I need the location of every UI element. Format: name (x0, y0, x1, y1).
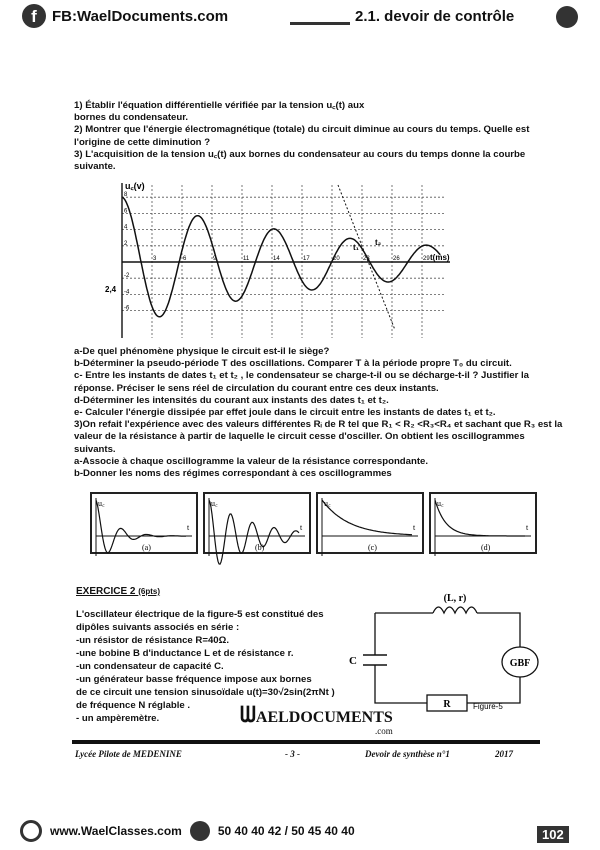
oscillogram-a (90, 492, 198, 554)
x-tick-label: 20 (333, 256, 340, 262)
doc-title: 2.1. devoir de contrôle (355, 8, 515, 25)
text-line: e- Calculer l'énergie dissipée par effet joule dans le circuit entre les instants de dates t₁ et t₂. (74, 407, 496, 419)
x-label: t (526, 523, 529, 532)
text-line: a-Associe à chaque oscillogramme la valeur de la résistance correspondante. (74, 455, 429, 467)
y-label: u꜀ (98, 499, 105, 508)
text-line: c- Entre les instants de dates t₁ et t₂ , le condensateur se charge-t-il ou se décharge-t-il ? Justifier la (74, 370, 529, 382)
text-line: - un ampèremètre. (76, 713, 160, 724)
phone-icon (190, 821, 210, 841)
facebook-link[interactable]: f FB:WaelDocuments.com (22, 4, 228, 28)
text-line: dipôles suivants associés en série : (76, 622, 240, 633)
x-tick-label: 6 (183, 256, 187, 262)
curve (435, 500, 525, 536)
text-line: b-Déterminer la pseudo-période T des oscillations. Comparer T à la période propre T₀ du circuit. (74, 358, 512, 370)
x-tick-label: 9 (213, 256, 217, 262)
text-line: de ce circuit une tension sinusoïdale u(t)=30√2sin(2πNt ) (76, 687, 335, 698)
text-line: 2) Montrer que l'énergie électromagnétique (totale) du circuit diminue au cours du temps. Quelle est (74, 124, 530, 136)
y-tick-label: 6 (124, 208, 128, 215)
svg-text:R: R (443, 699, 451, 710)
exercise-title: EXERCICE 2 (6pts) (76, 586, 161, 597)
text-line: bornes du condensateur. (74, 112, 189, 124)
t2-label: t₂ (375, 238, 382, 247)
book-icon (556, 6, 578, 28)
footer-rule (72, 740, 540, 744)
y-label: u꜀ (437, 499, 444, 508)
svg-text:GBF: GBF (509, 658, 531, 669)
x-label: t (413, 523, 416, 532)
text-line: -une bobine B d'inductance L et de résistance r. (76, 648, 294, 659)
circuit-diagram (349, 585, 531, 711)
text-line: suivants. (74, 443, 116, 455)
oscillograms (90, 492, 537, 554)
y-label: u꜀ (211, 499, 218, 508)
x-tick-label: 17 (303, 256, 310, 262)
text-line: d-Déterminer les intensités du courant aux instants des dates t₁ et t₂. (74, 394, 389, 406)
text-line: L'oscillateur électrique de la figure-5 est constitué des (76, 609, 324, 620)
text-line: 3)On refait l'expérience avec des valeurs différentes Rᵢ de R tel que R₁ < R₂ <R₃<R₄ et sachant que R₃ est la (74, 419, 563, 431)
text-line: -un résistor de résistance R=40Ω. (76, 635, 229, 646)
y-tick-label: 8 (124, 192, 128, 199)
x-tick-label: 26 (393, 256, 400, 262)
bottom-banner: www.WaelClasses.com 50 40 40 42 / 50 45 40 40 (20, 820, 355, 842)
tangent-line (338, 185, 395, 330)
caption: (c) (368, 543, 377, 552)
x-tick-label: 29 (423, 256, 430, 262)
logo: ᗯAELDOCUMENTS .com (240, 702, 393, 736)
side-label: 2,4 (105, 285, 117, 294)
y-axis-label: u꜀(v) (125, 181, 145, 191)
oscillogram-b (203, 492, 311, 554)
svg-text:C: C (349, 655, 357, 667)
questions-block (74, 100, 534, 173)
caption: (a) (142, 543, 151, 552)
y-tick-label: -2 (124, 273, 130, 280)
text-line: de fréquence N réglable . (76, 700, 191, 711)
header-banner (0, 0, 600, 40)
oscillogram-d (429, 492, 537, 554)
decor-line (290, 22, 350, 25)
page-number: 102 (537, 826, 569, 843)
y-label: u꜀ (324, 499, 331, 508)
text-line: b-Donner les noms des régimes correspondant à ces oscillogrammes (74, 468, 392, 480)
x-axis-label: t(ms) (430, 253, 450, 262)
text-line: -un condensateur de capacité C. (76, 661, 224, 672)
curve (96, 500, 186, 553)
text-line: réponse. Préciser le sens réel de circulation du courant entre ces deux instants. (74, 382, 439, 394)
site-link[interactable]: www.WaelClasses.com (50, 824, 182, 838)
uc-graph (105, 180, 455, 340)
x-tick-label: 11 (243, 256, 250, 262)
svg-text:(L, r): (L, r) (443, 593, 467, 604)
x-label: t (300, 523, 303, 532)
caption: (b) (255, 543, 265, 552)
caption: (d) (481, 543, 491, 552)
globe-icon (20, 820, 42, 842)
text-line: 3) L'acquisition de la tension u꜀(t) aux bornes du condensateur au cours du temps donne la courbe (74, 148, 526, 160)
t1-label: t₁ (353, 243, 359, 252)
x-tick-label: 3 (153, 256, 157, 262)
coil-symbol (433, 607, 477, 613)
oscillogram-c (316, 492, 424, 554)
svg-text:Figure-5: Figure-5 (473, 702, 503, 711)
text-line: valeur de la résistance à partir de laquelle le circuit cesse d'osciller. On obtient les oscillogrammes (74, 431, 525, 443)
text-line: l'origine de cette diminution ? (74, 136, 211, 148)
x-tick-label: 14 (273, 256, 280, 262)
x-tick-label: 23 (363, 256, 370, 262)
text-line: -un générateur basse fréquence impose aux bornes (76, 674, 312, 685)
curve (322, 500, 412, 535)
x-label: t (187, 523, 190, 532)
text-line: 1) Établir l'équation différentielle vérifiée par la tension u꜀(t) aux (74, 100, 365, 111)
curve (209, 500, 299, 564)
y-tick-label: 2 (124, 240, 128, 247)
sub-questions-block (74, 346, 563, 480)
text-line: suivante. (74, 161, 116, 173)
y-tick-label: 4 (124, 224, 128, 231)
facebook-icon: f (22, 4, 46, 28)
text-line: a-De quel phénomène physique le circuit est-il le siège? (74, 346, 330, 357)
y-tick-label: -6 (124, 305, 130, 312)
y-tick-label: -4 (124, 289, 130, 296)
